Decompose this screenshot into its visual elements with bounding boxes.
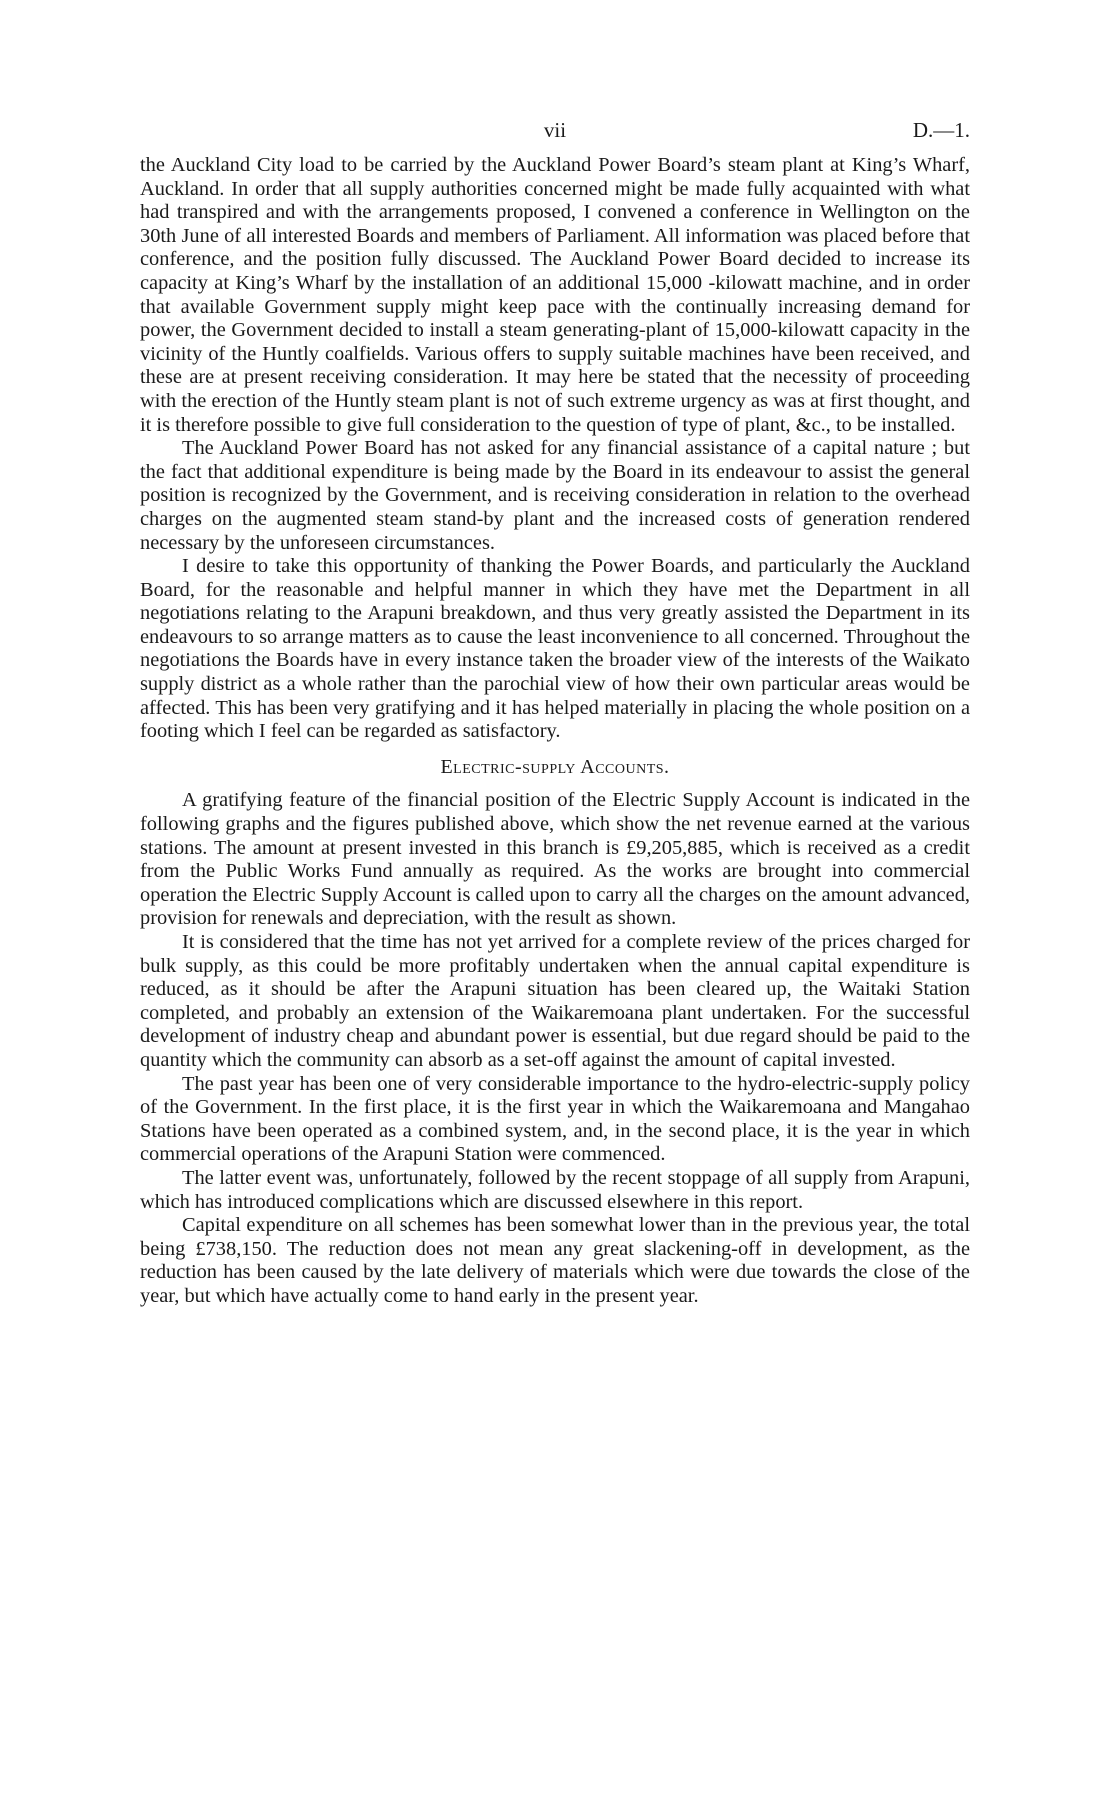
paragraph: It is considered that the time has not yet arrived for a complete review of the prices charged for bulk supply, as this could be more profitably undertaken when the annual capital expenditure is reduced, as it should be after the Arapuni situation has been cleared up, the Waitaki Station completed, and probably an extension of the Waikaremoana plant undertaken. For the successful development of industry cheap and abundant power is essential, but due regard should be paid to the quantity which the community can absorb as a set-off against the amount of capital invested. (140, 931, 970, 1071)
paragraph: Capital expenditure on all schemes has been somewhat lower than in the previous year, the total being £738,150. The reduction does not mean any great slackening-off in development, as the reduction has been caused by the late delivery of materials which were due towards the close of the year, but which have actually come to hand early in the present year. (140, 1214, 970, 1307)
paragraph: I desire to take this opportunity of thanking the Power Boards, and particularly the Auckland Board, for the reasonable and helpful manner in which they have met the Department in all negotiations relating to the Arapuni breakdown, and thus very greatly assisted the Department in its endeavours to so arrange matters as to cause the least inconvenience to all concerned. Throughout the negotiations the Boards have in every instance taken the broader view of the interests of the Waikato supply district as a whole rather than the parochial view of how their own particular areas would be affected. This has been very gratifying and it has helped materially in placing the whole position on a footing which I feel can be regarded as satisfactory. (140, 555, 970, 743)
paragraph: A gratifying feature of the financial position of the Electric Supply Account is indicated in the following graphs and the figures published above, which show the net revenue earned at the various stations. The amount at present invested in this branch is £9,205,885, which is received as a credit from the Public Works Fund annually as required. As the works are brought into commercial operation the Electric Supply Account is called upon to carry all the charges on the amount advanced, provision for renewals and depreciation, with the result as shown. (140, 789, 970, 930)
paragraph: The past year has been one of very considerable importance to the hydro-electric-supply policy of the Government. In the first place, it is the first year in which the Waikaremoana and Mangahao Stations have been operated as a combined system, and, in the second place, it is the year in which commercial operations of the Arapuni Station were commenced. (140, 1072, 970, 1166)
document-page (140, 118, 970, 1309)
paragraph: The Auckland Power Board has not asked for any financial assistance of a capital nature ; but the fact that additional expenditure is being made by the Board in its endeavour to assist the general position is recognized by the Government, and is receiving consideration in relation to the overhead charges on the augmented steam stand-by plant and the increased costs of generation rendered necessary by the unforeseen circumstances. (140, 437, 970, 554)
body-text (140, 154, 970, 1309)
paragraph: The latter event was, unfortunately, followed by the recent stoppage of all supply from Arapuni, which has introduced complications which are discussed elsewhere in this report. (140, 1166, 970, 1213)
page-number: vii (543, 118, 567, 142)
section-heading: Electric-supply Accounts. (440, 755, 670, 778)
running-header (140, 118, 970, 154)
paragraph: the Auckland City load to be carried by the Auckland Power Board’s steam plant at King’s Wharf, Auckland. In order that all supply authorities concerned might be made fully acquainted with what had transpired and with the arrangements proposed, I convened a conference in Wellington on the 30th June of all interested Boards and members of Parliament. All information was placed before that conference, and the position fully discussed. The Auckland Power Board decided to increase its capacity at King’s Wharf by the installation of an additional 15,000 -kilowatt machine, and in order that available Government supply might keep pace with the continually increasing demand for power, the Government decided to install a steam generating-plant of 15,000-kilowatt capacity in the vicinity of the Huntly coalfields. Various offers to supply suitable machines have been received, and these are at present receiving consideration. It may here be stated that the necessity of proceeding with the erection of the Huntly steam plant is not of such extreme urgency as was at first thought, and it is therefore possible to give full consideration to the question of type of plant, &c., to be installed. (140, 154, 970, 436)
document-code: D.—1. (912, 118, 970, 142)
